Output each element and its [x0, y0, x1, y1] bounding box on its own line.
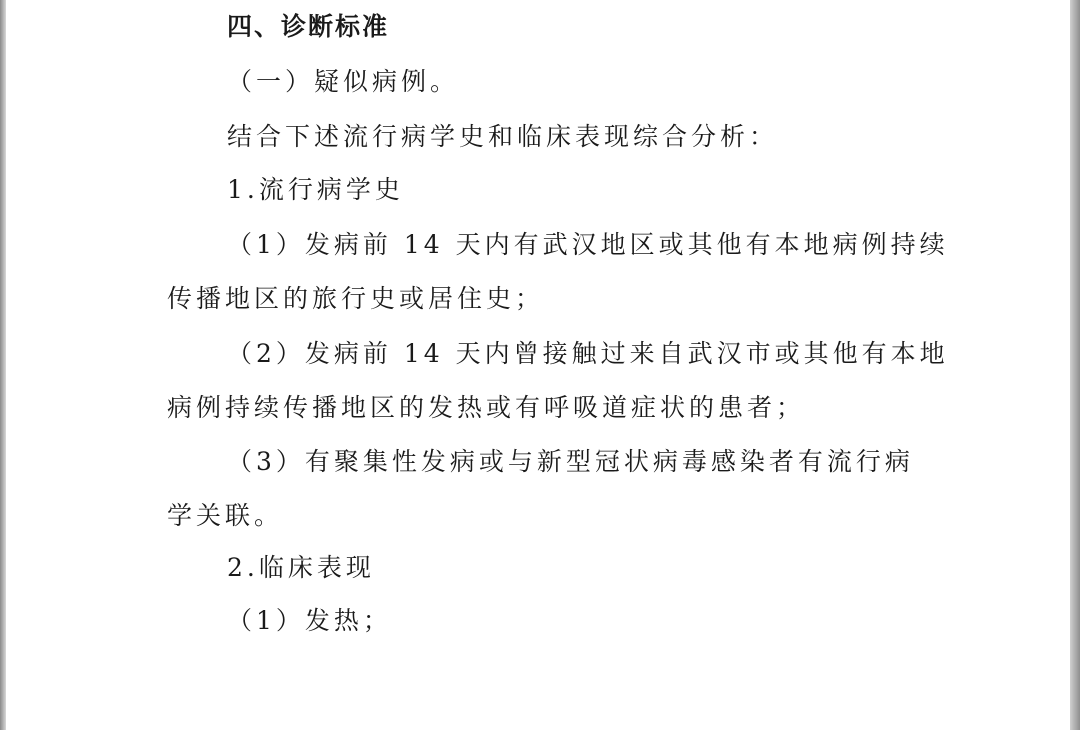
- section-heading: 四、诊断标准: [227, 12, 390, 41]
- clinical-item-1: （1）发热；: [227, 606, 392, 635]
- epi-item-2-line-2: 病例持续传播地区的发热或有呼吸道症状的患者；: [167, 393, 806, 422]
- clinical-heading: 2.临床表现: [227, 553, 375, 582]
- epidemiology-heading: 1.流行病学史: [227, 175, 404, 204]
- subsection-title: （一）疑似病例。: [227, 67, 460, 96]
- epi-item-1-line-2: 传播地区的旅行史或居住史；: [167, 284, 545, 313]
- epi-item-3-line-1: （3）有聚集性发病或与新型冠状病毒感染者有流行病: [227, 447, 914, 476]
- epi-item-1-line-1: （1）发病前 14 天内有武汉地区或其他有本地病例持续: [227, 230, 949, 259]
- epi-item-3-line-2: 学关联。: [167, 501, 284, 530]
- epi-item-2-line-1: （2）发病前 14 天内曾接触过来自武汉市或其他有本地: [227, 339, 949, 368]
- intro-paragraph: 结合下述流行病学史和临床表现综合分析：: [227, 122, 779, 151]
